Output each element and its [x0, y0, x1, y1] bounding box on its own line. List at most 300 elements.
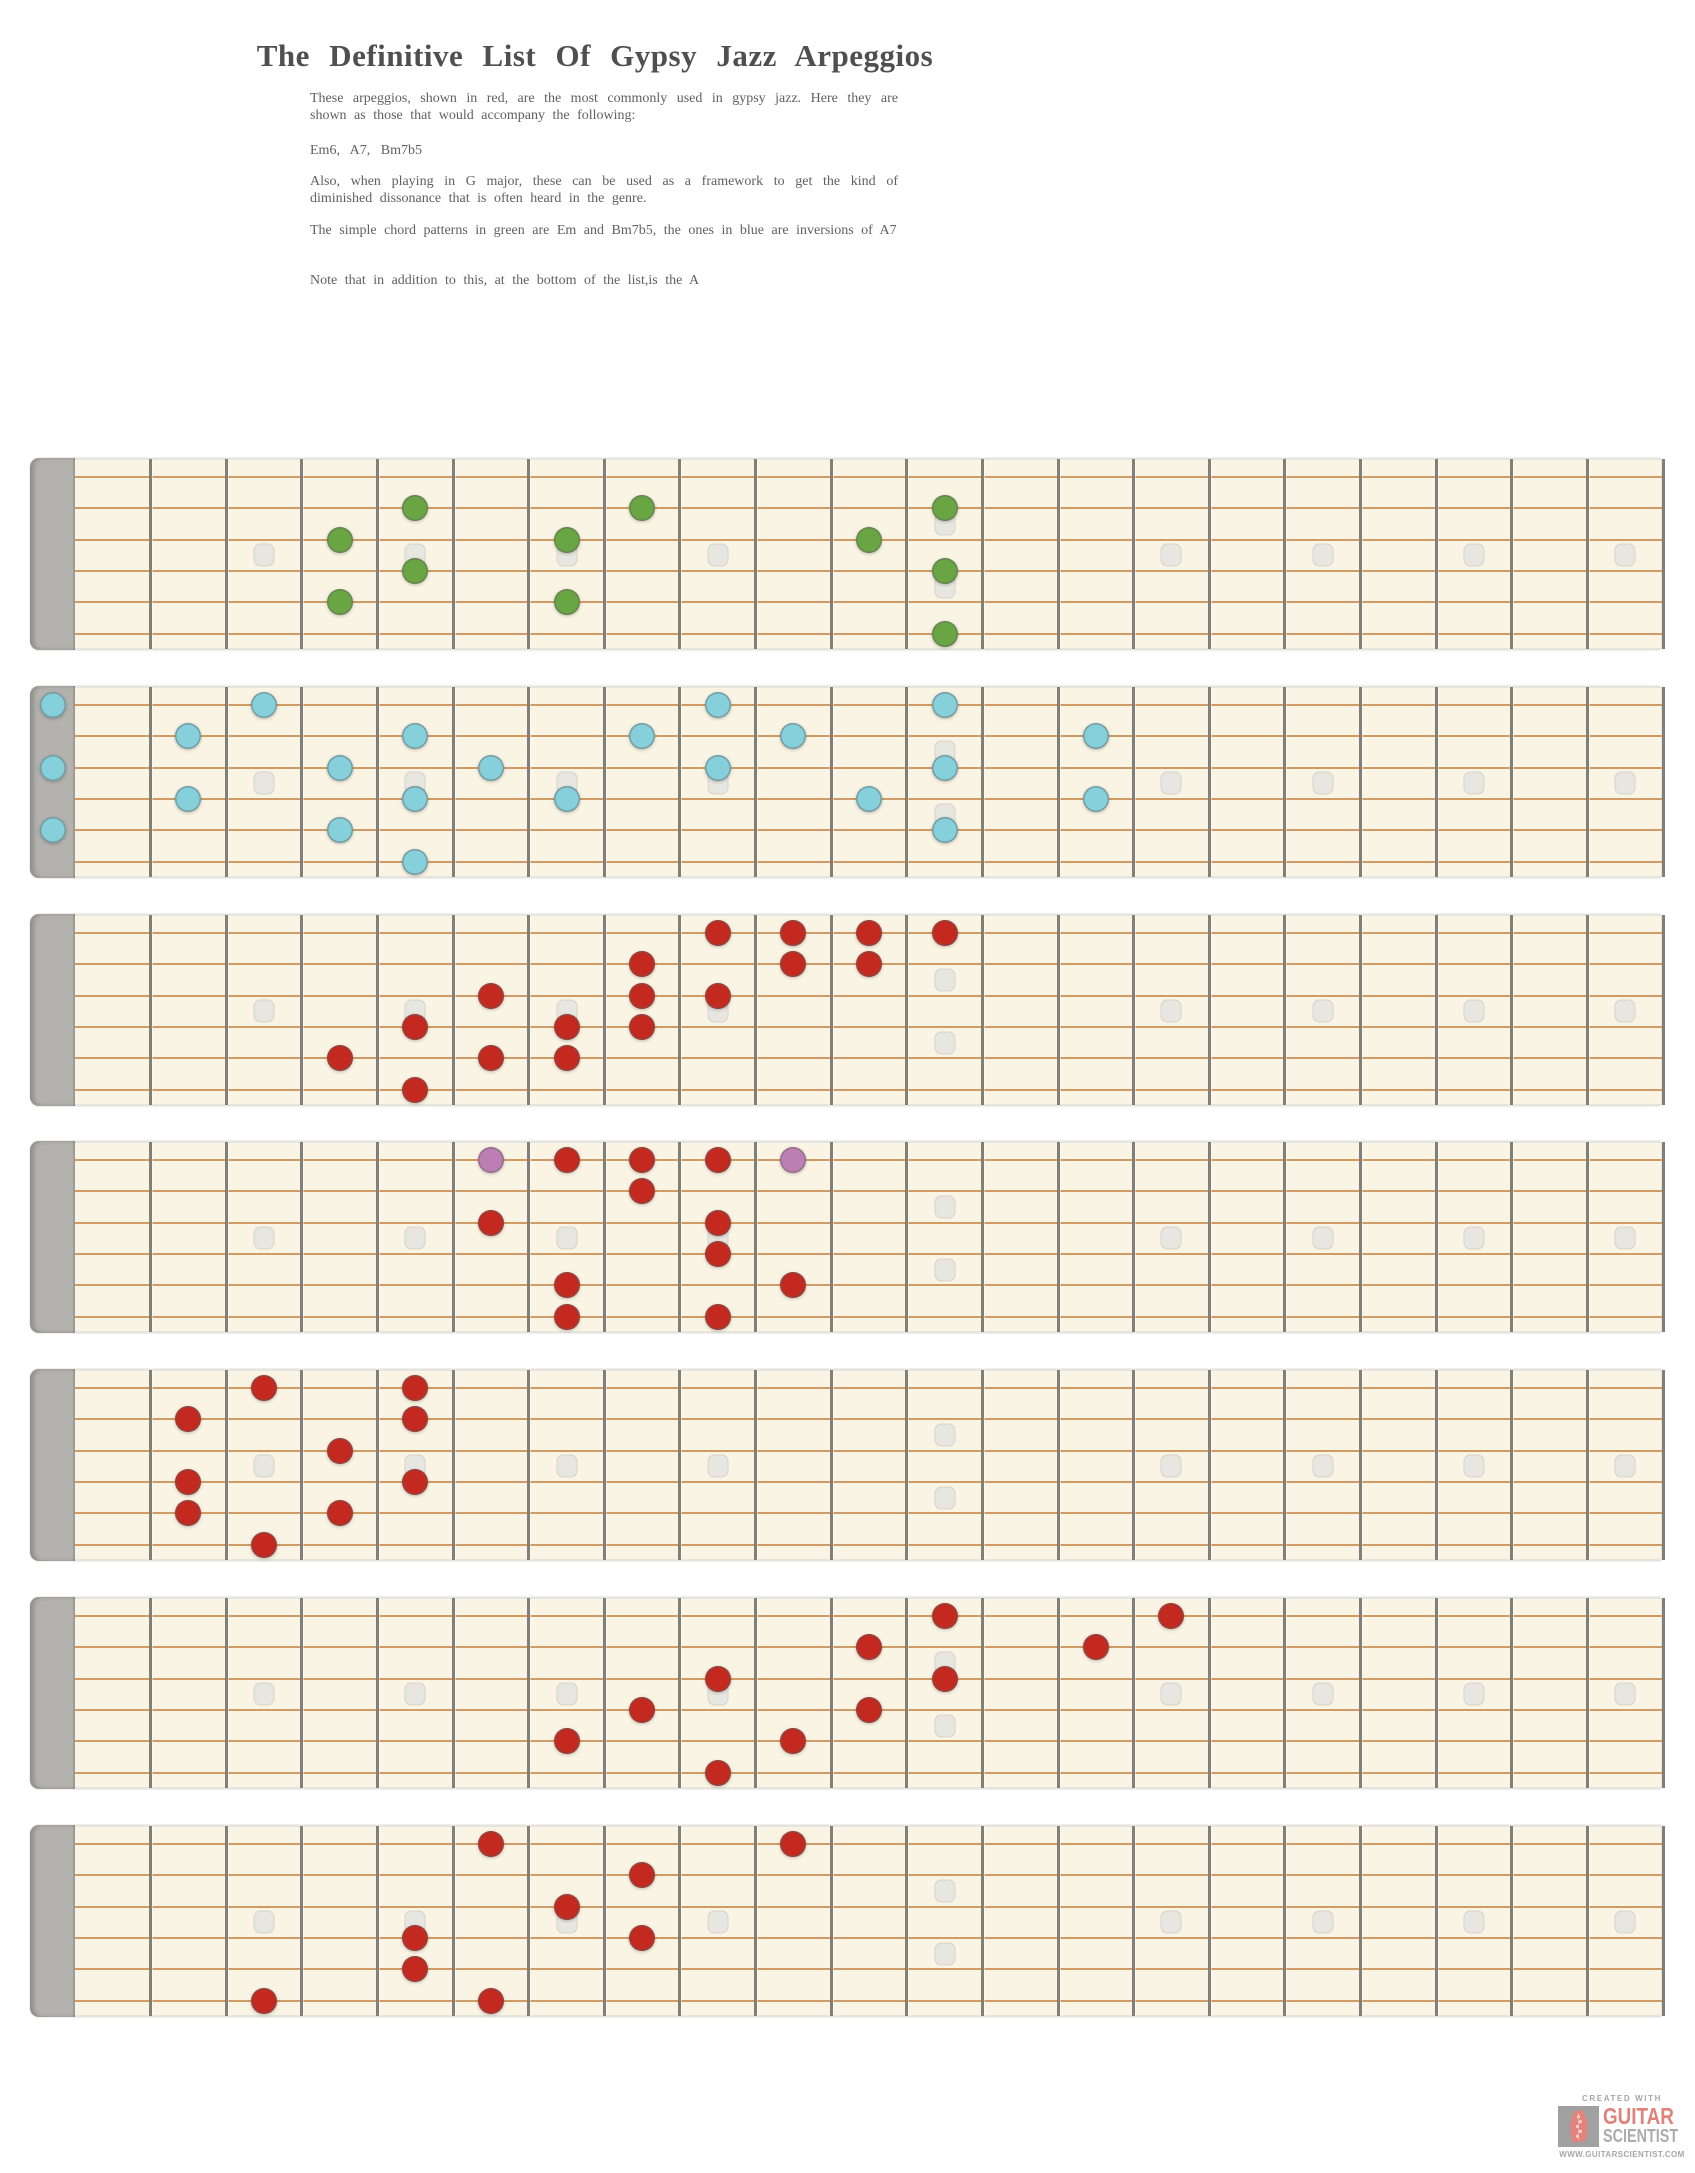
fret-wire-12	[981, 1598, 984, 1788]
fret-wire-16	[1283, 459, 1286, 649]
fret-marker-12	[934, 1424, 955, 1447]
fret-wire-7	[603, 1598, 606, 1788]
fret-wire-18	[1435, 1598, 1438, 1788]
fret-wire-21	[1662, 1826, 1665, 2016]
fret-wire-14	[1132, 1142, 1135, 1332]
fret-wire-6	[527, 687, 530, 877]
note-dot-blue	[251, 692, 277, 718]
fret-marker-21	[1615, 544, 1636, 567]
note-dot-blue	[1083, 723, 1109, 749]
fret-marker-5	[405, 1227, 426, 1250]
fret-wire-18	[1435, 1370, 1438, 1560]
string-line-1	[75, 1387, 1662, 1389]
fret-wire-4	[376, 687, 379, 877]
note-dot-red	[629, 1925, 655, 1951]
fret-marker-21	[1615, 1000, 1636, 1023]
string-line-2	[75, 1190, 1662, 1192]
fret-wire-18	[1435, 459, 1438, 649]
note-dot-blue	[40, 817, 66, 843]
note-dot-red	[705, 1241, 731, 1267]
string-line-3	[75, 1450, 1662, 1452]
note-dot-red	[327, 1438, 353, 1464]
fret-wire-10	[830, 687, 833, 877]
fret-marker-3	[254, 1455, 275, 1478]
fret-marker-17	[1312, 544, 1333, 567]
note-dot-red	[629, 1178, 655, 1204]
fret-wire-3	[300, 1826, 303, 2016]
string-line-5	[75, 601, 1662, 603]
note-dot-red	[780, 920, 806, 946]
fret-wire-13	[1057, 915, 1060, 1105]
fret-wire-11	[905, 1826, 908, 2016]
fret-wire-17	[1359, 1370, 1362, 1560]
note-dot-red	[932, 1666, 958, 1692]
fret-marker-15	[1161, 1455, 1182, 1478]
fret-wire-6	[527, 1370, 530, 1560]
note-dot-red	[251, 1532, 277, 1558]
fret-marker-12	[934, 1942, 955, 1965]
nut	[30, 1597, 75, 1789]
note-dot-blue	[1083, 786, 1109, 812]
fret-wire-2	[225, 687, 228, 877]
fret-marker-17	[1312, 1227, 1333, 1250]
fret-wire-6	[527, 1826, 530, 2016]
fret-wire-18	[1435, 687, 1438, 877]
fret-wire-19	[1510, 1598, 1513, 1788]
string-line-4	[75, 1481, 1662, 1483]
fretboard-4	[30, 1141, 1663, 1333]
fret-wire-4	[376, 1598, 379, 1788]
fret-wire-3	[300, 915, 303, 1105]
fret-marker-17	[1312, 1455, 1333, 1478]
fret-wire-11	[905, 1142, 908, 1332]
string-line-2	[75, 735, 1662, 737]
fret-wire-10	[830, 1598, 833, 1788]
note-dot-green	[327, 589, 353, 615]
string-line-4	[75, 1253, 1662, 1255]
note-dot-red	[629, 1014, 655, 1040]
fret-marker-15	[1161, 1227, 1182, 1250]
note-dot-red	[705, 1760, 731, 1786]
fret-wire-5	[452, 1826, 455, 2016]
note-dot-green	[327, 527, 353, 553]
fret-wire-7	[603, 1826, 606, 2016]
fret-marker-12	[934, 1258, 955, 1281]
string-line-1	[75, 704, 1662, 706]
fret-wire-20	[1586, 915, 1589, 1105]
fret-wire-2	[225, 1370, 228, 1560]
fretboard-3	[30, 914, 1663, 1106]
note-dot-green	[402, 495, 428, 521]
fret-wire-21	[1662, 1598, 1665, 1788]
fret-marker-12	[934, 969, 955, 992]
fret-wire-15	[1208, 459, 1211, 649]
note-dot-red	[402, 1375, 428, 1401]
fret-marker-17	[1312, 1911, 1333, 1934]
note-dot-red	[856, 1634, 882, 1660]
fret-marker-3	[254, 544, 275, 567]
fret-wire-7	[603, 1370, 606, 1560]
fret-wire-2	[225, 1142, 228, 1332]
fret-wire-15	[1208, 1370, 1211, 1560]
fret-wire-4	[376, 1370, 379, 1560]
fret-wire-2	[225, 459, 228, 649]
note-dot-blue	[629, 723, 655, 749]
fret-wire-18	[1435, 1826, 1438, 2016]
fret-wire-11	[905, 1370, 908, 1560]
note-dot-red	[554, 1147, 580, 1173]
fret-wire-3	[300, 1142, 303, 1332]
note-dot-blue	[932, 692, 958, 718]
fret-wire-20	[1586, 1598, 1589, 1788]
string-line-6	[75, 1544, 1662, 1546]
string-line-5	[75, 1740, 1662, 1742]
fret-marker-15	[1161, 1911, 1182, 1934]
note-dot-blue	[932, 817, 958, 843]
fret-wire-15	[1208, 687, 1211, 877]
note-dot-red	[780, 951, 806, 977]
fret-marker-5	[405, 1683, 426, 1706]
fret-wire-17	[1359, 915, 1362, 1105]
fret-wire-7	[603, 1142, 606, 1332]
fret-wire-15	[1208, 1826, 1211, 2016]
fret-wire-2	[225, 1826, 228, 2016]
string-line-6	[75, 1772, 1662, 1774]
fret-wire-21	[1662, 459, 1665, 649]
note-dot-blue	[705, 692, 731, 718]
note-paragraph: Note that in addition to this, at the bottom of the list,is the A	[310, 273, 700, 288]
fret-wire-13	[1057, 1370, 1060, 1560]
string-line-6	[75, 2000, 1662, 2002]
fret-wire-1	[149, 1142, 152, 1332]
fret-marker-9	[707, 1455, 728, 1478]
note-dot-red	[629, 983, 655, 1009]
fret-wire-8	[678, 1598, 681, 1788]
legend-paragraph: The simple chord patterns in green are Em and Bm7b5, the ones in blue are inversions of A7	[310, 223, 897, 238]
fret-wire-15	[1208, 1598, 1211, 1788]
fret-wire-7	[603, 915, 606, 1105]
note-dot-red	[402, 1925, 428, 1951]
fret-wire-4	[376, 915, 379, 1105]
fret-marker-19	[1463, 1911, 1484, 1934]
string-line-1	[75, 1159, 1662, 1161]
fret-wire-8	[678, 1826, 681, 2016]
fret-marker-17	[1312, 1683, 1333, 1706]
fret-wire-3	[300, 1370, 303, 1560]
fret-wire-10	[830, 1142, 833, 1332]
string-line-5	[75, 1968, 1662, 1970]
note-dot-red	[327, 1500, 353, 1526]
note-dot-blue	[402, 849, 428, 875]
string-line-3	[75, 1678, 1662, 1680]
fret-wire-6	[527, 1142, 530, 1332]
fret-wire-13	[1057, 1826, 1060, 2016]
intro-paragraph: These arpeggios, shown in red, are the most commonly used in gypsy jazz. Here they are shown as those that would accompany the following:	[310, 91, 898, 123]
note-dot-green	[629, 495, 655, 521]
nut	[30, 1141, 75, 1333]
fret-wire-5	[452, 1370, 455, 1560]
note-dot-red	[932, 1603, 958, 1629]
fret-wire-1	[149, 1370, 152, 1560]
note-dot-blue	[402, 786, 428, 812]
fret-marker-15	[1161, 544, 1182, 567]
note-dot-red	[175, 1500, 201, 1526]
fret-wire-9	[754, 459, 757, 649]
note-dot-blue	[175, 723, 201, 749]
fretboard-1	[30, 458, 1663, 650]
fret-wire-5	[452, 1598, 455, 1788]
note-dot-blue	[705, 755, 731, 781]
note-dot-red	[554, 1304, 580, 1330]
fret-wire-14	[1132, 1370, 1135, 1560]
fret-marker-17	[1312, 1000, 1333, 1023]
fret-wire-9	[754, 1826, 757, 2016]
note-dot-red	[1083, 1634, 1109, 1660]
note-dot-blue	[327, 817, 353, 843]
string-line-5	[75, 829, 1662, 831]
fret-wire-16	[1283, 1826, 1286, 2016]
fret-wire-14	[1132, 687, 1135, 877]
string-line-4	[75, 570, 1662, 572]
fret-wire-1	[149, 1826, 152, 2016]
string-line-6	[75, 633, 1662, 635]
nut	[30, 1369, 75, 1561]
note-dot-red	[478, 1045, 504, 1071]
string-line-2	[75, 1418, 1662, 1420]
note-dot-green	[932, 621, 958, 647]
fret-wire-4	[376, 459, 379, 649]
fret-wire-7	[603, 687, 606, 877]
guitar-scientist-url: WWW.GUITARSCIENTIST.COM	[1559, 2150, 1685, 2159]
fret-wire-19	[1510, 459, 1513, 649]
note-dot-green	[554, 589, 580, 615]
fret-wire-6	[527, 1598, 530, 1788]
logo-word-guitar: GUITAR	[1603, 2103, 1674, 2129]
fret-wire-11	[905, 1598, 908, 1788]
note-dot-red	[780, 1272, 806, 1298]
fret-wire-4	[376, 1826, 379, 2016]
fret-marker-19	[1463, 1227, 1484, 1250]
fret-wire-20	[1586, 1142, 1589, 1332]
fret-wire-9	[754, 1142, 757, 1332]
fret-marker-21	[1615, 1683, 1636, 1706]
fret-wire-11	[905, 687, 908, 877]
note-dot-red	[856, 1697, 882, 1723]
fret-wire-19	[1510, 1826, 1513, 2016]
fret-wire-7	[603, 459, 606, 649]
note-dot-green	[932, 495, 958, 521]
fret-wire-1	[149, 915, 152, 1105]
fret-wire-16	[1283, 1370, 1286, 1560]
fret-wire-21	[1662, 687, 1665, 877]
fret-marker-15	[1161, 1000, 1182, 1023]
note-dot-green	[856, 527, 882, 553]
note-dot-red	[856, 951, 882, 977]
string-line-5	[75, 1284, 1662, 1286]
fret-marker-19	[1463, 544, 1484, 567]
fret-wire-2	[225, 1598, 228, 1788]
fret-marker-17	[1312, 772, 1333, 795]
note-dot-red	[705, 1210, 731, 1236]
note-dot-blue	[780, 723, 806, 749]
nut	[30, 1825, 75, 2017]
nut	[30, 458, 75, 650]
fret-wire-20	[1586, 459, 1589, 649]
fret-marker-19	[1463, 1000, 1484, 1023]
string-line-1	[75, 1615, 1662, 1617]
logo	[1558, 2103, 1686, 2147]
fret-marker-12	[934, 1714, 955, 1737]
fret-wire-8	[678, 459, 681, 649]
note-dot-red	[478, 1210, 504, 1236]
note-dot-green	[932, 558, 958, 584]
fret-wire-16	[1283, 1598, 1286, 1788]
fret-wire-2	[225, 915, 228, 1105]
fret-marker-3	[254, 1683, 275, 1706]
note-dot-red	[705, 983, 731, 1009]
note-dot-red	[932, 920, 958, 946]
fret-wire-8	[678, 915, 681, 1105]
fretboard-6	[30, 1597, 1663, 1789]
fret-wire-15	[1208, 1142, 1211, 1332]
fret-marker-9	[707, 1911, 728, 1934]
fret-wire-3	[300, 459, 303, 649]
fret-marker-12	[934, 1486, 955, 1509]
fret-wire-8	[678, 687, 681, 877]
fret-marker-21	[1615, 1911, 1636, 1934]
fret-marker-7	[556, 1227, 577, 1250]
note-dot-blue	[856, 786, 882, 812]
note-dot-red	[251, 1375, 277, 1401]
note-dot-red	[402, 1014, 428, 1040]
fret-wire-20	[1586, 687, 1589, 877]
logo-word-scientist: SCIENTIST	[1603, 2126, 1679, 2146]
created-with-label: CREATED WITH	[1582, 2094, 1662, 2103]
fret-wire-17	[1359, 1142, 1362, 1332]
fret-wire-21	[1662, 1142, 1665, 1332]
fret-marker-3	[254, 1000, 275, 1023]
fret-marker-15	[1161, 772, 1182, 795]
note-dot-green	[554, 527, 580, 553]
note-dot-red	[705, 1147, 731, 1173]
fret-marker-3	[254, 1911, 275, 1934]
string-line-3	[75, 995, 1662, 997]
note-dot-red	[856, 920, 882, 946]
fret-marker-12	[934, 1196, 955, 1219]
fret-wire-12	[981, 1370, 984, 1560]
fret-wire-6	[527, 915, 530, 1105]
note-dot-purple	[478, 1147, 504, 1173]
fret-wire-5	[452, 687, 455, 877]
note-dot-red	[251, 1988, 277, 2014]
string-line-3	[75, 1222, 1662, 1224]
fret-wire-13	[1057, 687, 1060, 877]
note-dot-blue	[402, 723, 428, 749]
fret-wire-15	[1208, 915, 1211, 1105]
fret-marker-19	[1463, 1455, 1484, 1478]
fret-wire-19	[1510, 1142, 1513, 1332]
fret-marker-21	[1615, 1227, 1636, 1250]
fret-wire-5	[452, 1142, 455, 1332]
fret-wire-13	[1057, 1142, 1060, 1332]
note-dot-red	[780, 1831, 806, 1857]
fret-wire-11	[905, 459, 908, 649]
note-dot-red	[478, 1831, 504, 1857]
fret-wire-17	[1359, 687, 1362, 877]
fretboard-5	[30, 1369, 1663, 1561]
fret-wire-21	[1662, 1370, 1665, 1560]
note-dot-red	[402, 1469, 428, 1495]
fret-wire-8	[678, 1142, 681, 1332]
fret-wire-5	[452, 459, 455, 649]
fret-marker-15	[1161, 1683, 1182, 1706]
string-line-3	[75, 767, 1662, 769]
fret-wire-3	[300, 1598, 303, 1788]
fret-wire-12	[981, 1142, 984, 1332]
note-dot-red	[705, 920, 731, 946]
note-dot-blue	[40, 755, 66, 781]
note-dot-blue	[175, 786, 201, 812]
fret-wire-16	[1283, 915, 1286, 1105]
note-dot-red	[629, 1862, 655, 1888]
gmajor-paragraph: Also, when playing in G major, these can be used as a framework to get the kind of diminished dissonance that is often heard in the genre.	[310, 174, 898, 206]
logo-text	[1599, 2103, 1695, 2147]
fret-wire-1	[149, 459, 152, 649]
fretboard-2	[30, 686, 1663, 878]
guitar-headstock-icon	[1558, 2106, 1599, 2147]
note-dot-red	[705, 1666, 731, 1692]
string-line-1	[75, 1843, 1662, 1845]
fret-wire-12	[981, 687, 984, 877]
fret-wire-18	[1435, 1142, 1438, 1332]
note-dot-red	[629, 1147, 655, 1173]
fret-marker-21	[1615, 1455, 1636, 1478]
note-dot-red	[175, 1469, 201, 1495]
note-dot-blue	[478, 755, 504, 781]
string-line-2	[75, 507, 1662, 509]
note-dot-red	[175, 1406, 201, 1432]
fret-wire-20	[1586, 1826, 1589, 2016]
note-dot-red	[554, 1728, 580, 1754]
fret-marker-12	[934, 1880, 955, 1903]
note-dot-red	[478, 983, 504, 1009]
fret-wire-9	[754, 1370, 757, 1560]
fret-wire-14	[1132, 459, 1135, 649]
string-line-6	[75, 1089, 1662, 1091]
string-line-2	[75, 1874, 1662, 1876]
fret-wire-12	[981, 915, 984, 1105]
fret-wire-1	[149, 1598, 152, 1788]
page-title: The Definitive List Of Gypsy Jazz Arpeggios	[256, 38, 934, 73]
fret-wire-17	[1359, 1826, 1362, 2016]
fret-wire-17	[1359, 1598, 1362, 1788]
fret-wire-9	[754, 915, 757, 1105]
string-line-1	[75, 476, 1662, 478]
string-line-5	[75, 1512, 1662, 1514]
fret-wire-12	[981, 1826, 984, 2016]
note-dot-red	[554, 1272, 580, 1298]
fret-wire-1	[149, 687, 152, 877]
fret-wire-17	[1359, 459, 1362, 649]
fret-marker-12	[934, 1031, 955, 1054]
note-dot-red	[478, 1988, 504, 2014]
note-dot-red	[705, 1304, 731, 1330]
note-dot-red	[629, 1697, 655, 1723]
fret-wire-16	[1283, 687, 1286, 877]
fret-wire-8	[678, 1370, 681, 1560]
fret-wire-5	[452, 915, 455, 1105]
fret-wire-10	[830, 1826, 833, 2016]
